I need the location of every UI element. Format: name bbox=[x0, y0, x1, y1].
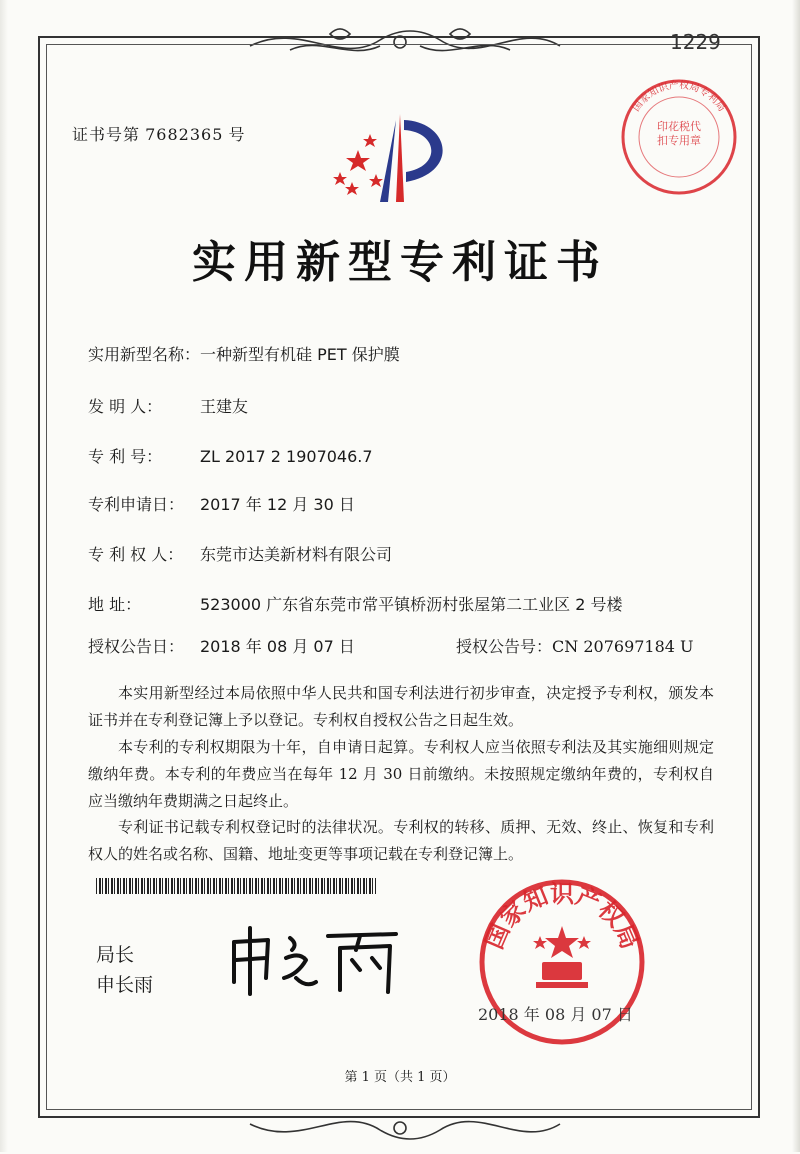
paragraph-3: 专利证书记载专利权登记时的法律状况。专利权的转移、质押、无效、终止、恢复和专利权人的姓名或名称、国籍、地址变更等事项记载在专利登记簿上。 bbox=[88, 818, 714, 863]
field-label: 授权公告号： bbox=[456, 637, 553, 656]
field-address bbox=[88, 592, 623, 615]
svg-text:国家知识产权局专利局 bbox=[630, 78, 728, 114]
field-label: 实用新型名称： bbox=[88, 345, 201, 364]
cert-number-value: 7682365 bbox=[145, 125, 224, 144]
field-value: 王建友 bbox=[200, 397, 249, 416]
page-footer: 第 1 页（共 1 页） bbox=[344, 1070, 456, 1085]
cert-number-suffix: 号 bbox=[228, 125, 246, 144]
director-title: 局长 bbox=[96, 944, 135, 966]
seal-text: 国家知识产权局 bbox=[480, 880, 644, 953]
field-value: ZL 2017 2 1907046.7 bbox=[200, 447, 373, 466]
field-value: CN 207697184 U bbox=[552, 637, 694, 656]
field-value: 523000 广东省东莞市常平镇桥沥村张屋第二工业区 2 号楼 bbox=[200, 595, 623, 614]
certificate-number bbox=[72, 122, 245, 145]
field-label: 地 址： bbox=[88, 595, 142, 614]
director-signature bbox=[220, 920, 410, 1000]
handwritten-number: 1229 bbox=[670, 30, 721, 54]
field-grant-date bbox=[88, 634, 355, 657]
paragraph-1: 本实用新型经过本局依照中华人民共和国专利法进行初步审查，决定授予专利权，颁发本证书并在专利登记簿上予以登记。专利权自授权公告之日起生效。 bbox=[88, 684, 714, 729]
paragraph-2: 本专利的专利权期限为十年，自申请日起算。专利权人应当依照专利法及其实施细则规定缴纳年费。本专利的年费应当在每年 12 月 30 日前缴纳。未按照规定缴纳年费的，专利权自应当缴纳年费期满之日起终止。 bbox=[88, 738, 714, 810]
field-patent-number bbox=[88, 444, 373, 467]
field-label: 授权公告日： bbox=[88, 637, 185, 656]
field-label: 发 明 人： bbox=[88, 397, 163, 416]
field-patentee bbox=[88, 542, 392, 565]
stamp-duty-seal bbox=[618, 76, 740, 198]
cert-number-label: 证书号第 bbox=[72, 125, 141, 144]
field-label: 专利申请日： bbox=[88, 495, 185, 514]
field-announcement-number bbox=[456, 634, 694, 657]
seal-date: 2018 年 08 月 07 日 bbox=[478, 1005, 633, 1024]
small-seal-text: 国家知识产权局专利局 bbox=[630, 80, 728, 114]
field-label: 专 利 权 人： bbox=[88, 545, 184, 564]
field-utility-model-name bbox=[88, 342, 400, 365]
director-name: 申长雨 bbox=[96, 974, 154, 996]
patent-office-logo bbox=[330, 112, 470, 208]
field-value: 2018 年 08 月 07 日 bbox=[200, 637, 355, 656]
barcode bbox=[96, 878, 376, 894]
small-seal-center-text: 印花税代扣专用章 bbox=[657, 120, 701, 147]
field-value: 2017 年 12 月 30 日 bbox=[200, 495, 355, 514]
field-application-date bbox=[88, 492, 355, 515]
field-inventor bbox=[88, 394, 248, 417]
field-value: 一种新型有机硅 PET 保护膜 bbox=[200, 345, 400, 364]
field-value: 东莞市达美新材料有限公司 bbox=[200, 545, 393, 564]
certificate-title: 实用新型专利证书 bbox=[192, 237, 608, 288]
field-label: 专 利 号： bbox=[88, 447, 163, 466]
